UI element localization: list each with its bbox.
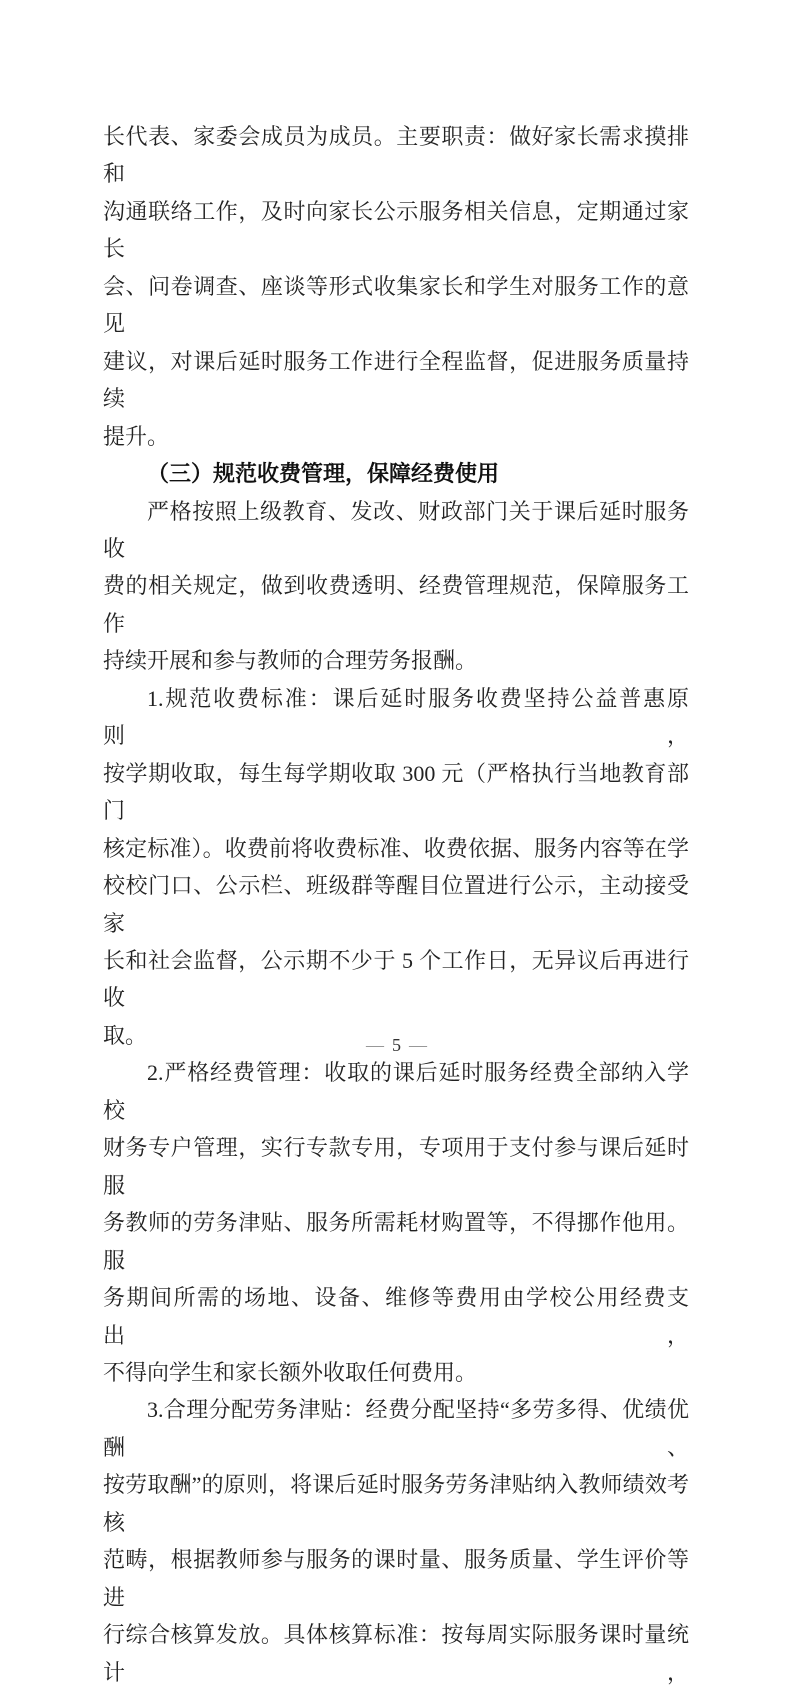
para-fee-policy-overview-line-2: 费的相关规定，做到收费透明、经费管理规范，保障服务工作 [103, 573, 689, 636]
para-2-funds-management-line-5: 不得向学生和家长额外收取任何费用。 [103, 1359, 478, 1385]
para-parent-committee-duties-line-2: 沟通联络工作，及时向家长公示服务相关信息，定期通过家长 [103, 198, 689, 262]
para-1-fee-standard-line-5: 长和社会监督，公示期不少于 5 个工作日，无异议后再进行收 [103, 947, 689, 1011]
para-fee-policy-overview-line-1: 严格按照上级教育、发改、财政部门关于课后延时服务收 [103, 498, 689, 561]
para-2-funds-management-line-4: 务期间所需的场地、设备、维修等费用由学校公用经费支出， [103, 1285, 689, 1348]
para-3-labor-allowance-line-1: 3.合理分配劳务津贴：经费分配坚持“多劳多得、优绩优酬、 [103, 1397, 689, 1460]
page-footer [0, 1033, 793, 1057]
para-2-funds-management-line-3: 务教师的劳务津贴、服务所需耗材购置等，不得挪作他用。服 [103, 1210, 689, 1273]
para-1-fee-standard-line-1: 1.规范收费标准：课后延时服务收费坚持公益普惠原则， [103, 685, 689, 749]
para-1-fee-standard-line-2: 按学期收取，每生每学期收取 300 元（严格执行当地教育部门 [103, 760, 689, 824]
para-parent-committee-duties-line-1: 长代表、家委会成员为成员。主要职责：做好家长需求摸排和 [103, 124, 689, 187]
para-parent-committee-duties-line-5: 提升。 [103, 423, 170, 449]
para-3-labor-allowance-line-4: 行综合核算发放。具体核算标准：按每周实际服务课时量统计， [103, 1622, 689, 1685]
footer-dash-right: — [409, 1035, 427, 1055]
para-3-labor-allowance-line-2: 按劳取酬”的原则，将课后延时服务劳务津贴纳入教师绩效考核 [103, 1472, 689, 1535]
footer-dash-left: — [366, 1035, 384, 1055]
para-3-labor-allowance-line-3: 范畴，根据教师参与服务的课时量、服务质量、学生评价等进 [103, 1547, 689, 1610]
para-2-funds-management-line-2: 财务专户管理，实行专款专用，专项用于支付参与课后延时服 [103, 1135, 689, 1198]
heading-section-three-fee-management-line-1: （三）规范收费管理，保障经费使用 [147, 461, 500, 487]
para-1-fee-standard-line-4: 校校门口、公示栏、班级群等醒目位置进行公示，主动接受家 [103, 873, 689, 936]
para-parent-committee-duties-line-3: 会、问卷调查、座谈等形式收集家长和学生对服务工作的意见 [103, 273, 689, 337]
para-1-fee-standard-line-3: 核定标准）。收费前将收费标准、收费依据、服务内容等在学 [103, 835, 689, 861]
para-2-funds-management-line-1: 2.严格经费管理：收取的课后延时服务经费全部纳入学校 [103, 1060, 689, 1123]
para-parent-committee-duties-line-4: 建议，对课后延时服务工作进行全程监督，促进服务质量持续 [103, 348, 689, 412]
para-fee-policy-overview-line-3: 持续开展和参与教师的合理劳务报酬。 [103, 648, 478, 674]
page-number: 5 [392, 1035, 401, 1055]
document-body [103, 118, 689, 1691]
para-1-fee-standard-line-6: 取。 [103, 1022, 148, 1048]
